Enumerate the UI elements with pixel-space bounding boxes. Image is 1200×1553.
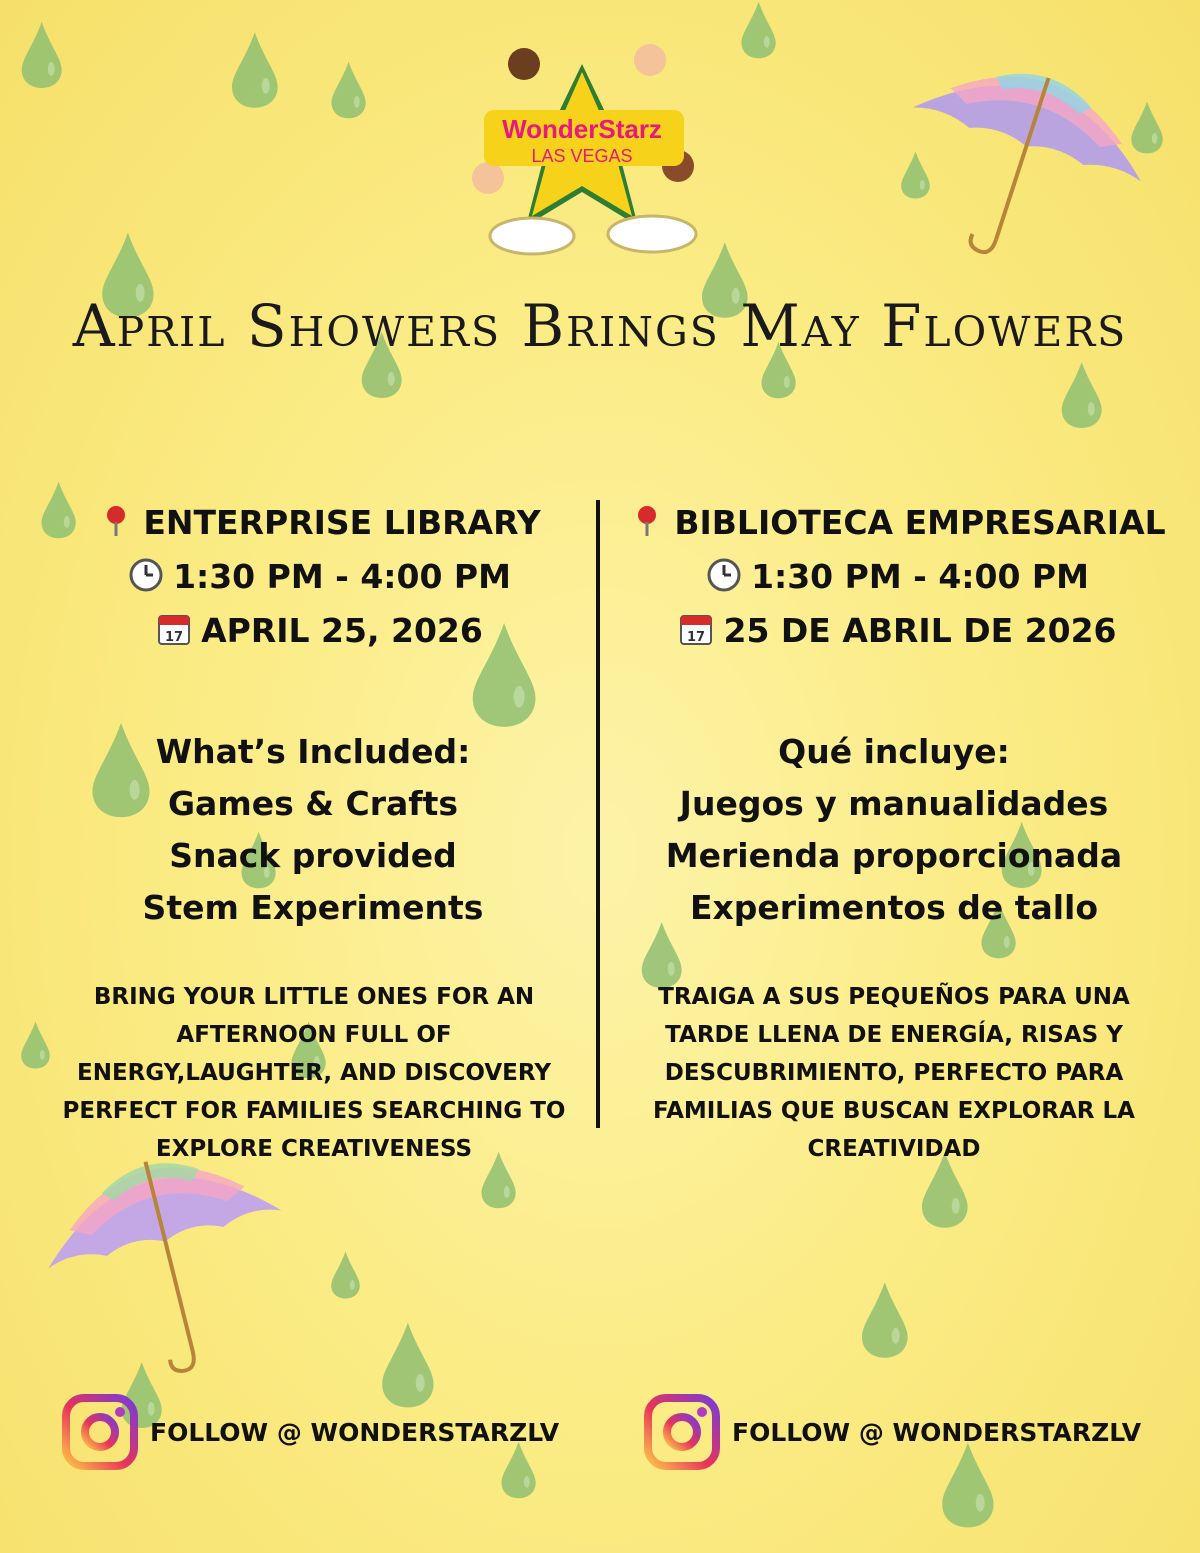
raindrop-icon xyxy=(330,1250,361,1300)
location-text: ENTERPRISE LIBRARY xyxy=(143,503,541,542)
included-heading: What’s Included: xyxy=(155,732,471,771)
raindrop-icon xyxy=(1060,360,1103,430)
spanish-included xyxy=(614,726,1174,934)
blurb-line: EXPLORE CREATIVENESS xyxy=(155,1136,473,1162)
clock-icon xyxy=(129,558,163,592)
blurb-line: TARDE LLENA DE ENERGÍA, RISAS Y xyxy=(665,1022,1123,1048)
english-included xyxy=(33,726,593,934)
wonderstarz-logo xyxy=(462,38,702,268)
blurb-line: TRAIGA A SUS PEQUEÑOS PARA UNA xyxy=(658,984,1130,1010)
instagram-icon[interactable] xyxy=(642,1392,722,1472)
blurb-line: FAMILIAS QUE BUSCAN EXPLORAR LA xyxy=(653,1098,1135,1124)
english-column xyxy=(40,496,600,658)
blurb-line: AFTERNOON FULL OF xyxy=(176,1022,452,1048)
blurb-line: PERFECT FOR FAMILIES SEARCHING TO xyxy=(62,1098,566,1124)
follow-instagram-en[interactable] xyxy=(60,1392,559,1472)
svg-text:17: 17 xyxy=(687,630,706,645)
date-text: APRIL 25, 2026 xyxy=(201,611,483,650)
instagram-icon[interactable] xyxy=(60,1392,140,1472)
spanish-blurb xyxy=(614,978,1174,1168)
pin-icon xyxy=(99,504,133,538)
time-text: 1:30 PM - 4:00 PM xyxy=(173,557,511,596)
location-line xyxy=(618,496,1178,550)
raindrop-icon xyxy=(20,20,63,90)
svg-text:17: 17 xyxy=(165,630,184,645)
included-heading: Qué incluye: xyxy=(778,732,1010,771)
spanish-column xyxy=(618,496,1178,658)
included-item: Games & Crafts xyxy=(167,784,459,823)
blurb-line: CREATIVIDAD xyxy=(807,1136,981,1162)
included-item: Stem Experiments xyxy=(142,888,484,927)
english-blurb xyxy=(34,978,594,1168)
pin-icon xyxy=(630,504,664,538)
umbrella-icon xyxy=(900,55,1160,279)
calendar-icon xyxy=(157,612,191,646)
page-title: April Showers Brings May Flowers xyxy=(72,292,1128,360)
date-line xyxy=(40,604,600,658)
blurb-line: DESCUBRIMIENTO, PERFECTO PARA xyxy=(664,1060,1124,1086)
follow-instagram-es[interactable] xyxy=(642,1392,1141,1472)
time-line xyxy=(40,550,600,604)
raindrop-icon xyxy=(330,60,367,120)
location-text: BIBLIOTECA EMPRESARIAL xyxy=(674,503,1166,542)
time-text: 1:30 PM - 4:00 PM xyxy=(751,557,1089,596)
clock-icon xyxy=(707,558,741,592)
blurb-line: BRING YOUR LITTLE ONES FOR AN xyxy=(93,984,535,1010)
included-item: Snack provided xyxy=(169,836,457,875)
included-item: Juegos y manualidades xyxy=(679,784,1109,823)
follow-text[interactable]: FOLLOW @ WONDERSTARZLV xyxy=(150,1417,560,1447)
included-item: Merienda proporcionada xyxy=(665,836,1123,875)
included-item: Experimentos de tallo xyxy=(689,888,1099,927)
date-text: 25 DE ABRIL DE 2026 xyxy=(723,611,1117,650)
raindrop-icon xyxy=(230,30,280,110)
follow-text[interactable]: FOLLOW @ WONDERSTARZLV xyxy=(732,1417,1142,1447)
umbrella-icon xyxy=(30,1140,290,1394)
logo-city-text: LAS VEGAS xyxy=(531,146,633,166)
time-line xyxy=(618,550,1178,604)
calendar-icon xyxy=(679,612,713,646)
raindrop-icon xyxy=(740,0,777,60)
blurb-line: ENERGY,LAUGHTER, AND DISCOVERY xyxy=(77,1060,551,1086)
logo-brand-text: WonderStarz xyxy=(502,114,662,144)
date-line xyxy=(618,604,1178,658)
location-line xyxy=(40,496,600,550)
raindrop-icon xyxy=(860,1280,910,1360)
